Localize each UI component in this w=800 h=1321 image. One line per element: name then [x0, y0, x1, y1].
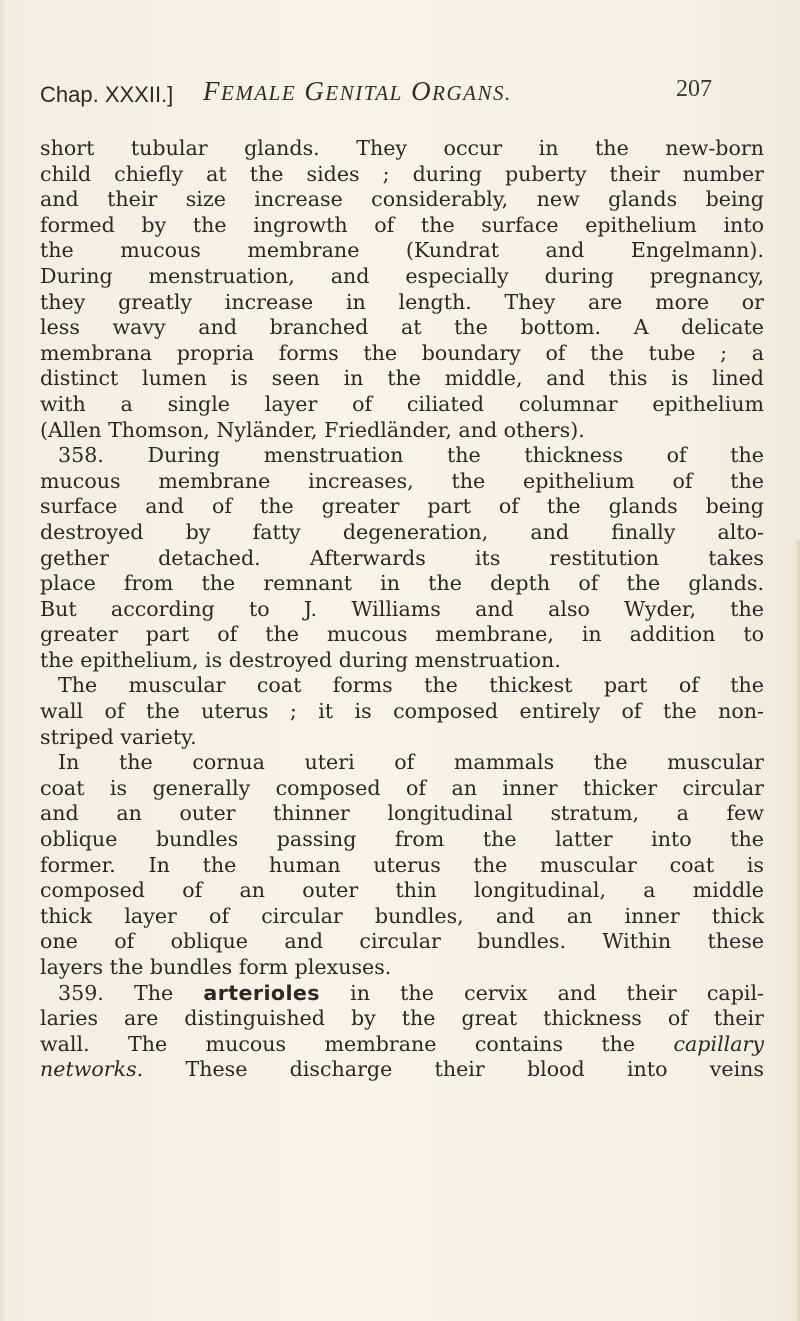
- text-line: child chiefly at the sides ; during puberty their number: [40, 161, 764, 186]
- text-line: During menstruation, and especially during pregnancy,: [40, 263, 764, 288]
- page-gutter-shadow: [0, 0, 6, 1321]
- bold-term: arterioles: [203, 980, 320, 1005]
- text-line: [40, 1057, 764, 1083]
- title-word: EMALE: [221, 81, 297, 105]
- title-initial: O: [411, 76, 433, 106]
- text-line: formed by the ingrowth of the surface epithelium into: [40, 212, 764, 237]
- text-line: and their size increase considerably, new glands being: [40, 187, 764, 212]
- text-line: one of oblique and circular bundles. Within these: [40, 929, 764, 954]
- text-line: wall of the uterus ; it is composed entirely of the non-: [40, 699, 764, 724]
- italic-term: capillary: [673, 1031, 764, 1056]
- text-line: and an outer thinner longitudinal stratum, a few: [40, 801, 764, 826]
- body-text: [40, 136, 764, 1083]
- text-fragment: These discharge their blood into veins: [185, 1057, 764, 1082]
- text-line: layers the bundles form plexuses.: [40, 955, 392, 979]
- text-line: gether detached. Afterwards its restitution takes: [40, 545, 764, 570]
- page-number: 207: [676, 76, 712, 102]
- text-line: distinct lumen is seen in the middle, and this is lined: [40, 366, 764, 391]
- running-header: [40, 76, 760, 116]
- text-line: place from the remnant in the depth of the glands.: [40, 571, 764, 596]
- text-line-paragraph-358: 358. During menstruation the thickness of the: [58, 443, 764, 468]
- running-title: [203, 76, 512, 107]
- text-fragment: wall. The mucous membrane contains the: [40, 1031, 636, 1056]
- text-line: surface and of the greater part of the glands being: [40, 494, 764, 519]
- text-line: mucous membrane increases, the epithelium of the: [40, 468, 764, 493]
- title-initial: F: [203, 76, 221, 106]
- text-line-paragraph-359: [40, 981, 764, 1007]
- title-word: ENITAL: [325, 81, 403, 105]
- text-line: (Allen Thomson, Nyländer, Friedländer, and others).: [40, 417, 585, 442]
- text-line: striped variety.: [40, 724, 197, 749]
- text-line: [40, 1032, 764, 1058]
- title-initial: G: [304, 76, 326, 106]
- text-line-paragraph: The muscular coat forms the thickest part of the: [58, 673, 764, 698]
- text-line: destroyed by fatty degeneration, and finally alto-: [40, 519, 764, 544]
- text-line: short tubular glands. They occur in the new-born: [40, 136, 764, 160]
- page-edge: [792, 540, 800, 1321]
- text-line: thick layer of circular bundles, and an inner thick: [40, 903, 764, 928]
- text-line: the epithelium, is destroyed during menstruation.: [40, 647, 561, 672]
- paragraph-number: 359. The: [58, 980, 174, 1005]
- text-line: membrana propria forms the boundary of the tube ; a: [40, 340, 764, 365]
- chapter-label: Chap. XXXII.]: [40, 82, 174, 107]
- text-line: composed of an outer thin longitudinal, a middle: [40, 878, 764, 903]
- title-word: RGANS.: [432, 81, 512, 105]
- text-line: with a single layer of ciliated columnar epithelium: [40, 391, 764, 416]
- text-line: the mucous membrane (Kundrat and Engelmann).: [40, 238, 764, 263]
- text-line: former. In the human uterus the muscular coat is: [40, 852, 764, 877]
- text-line: less wavy and branched at the bottom. A delicate: [40, 315, 764, 340]
- text-line: they greatly increase in length. They are more or: [40, 289, 764, 314]
- text-line: laries are distinguished by the great thickness of their: [40, 1006, 764, 1031]
- text-fragment: in the cervix and their capil-: [350, 980, 765, 1005]
- text-line: But according to J. Williams and also Wyder, the: [40, 596, 764, 621]
- text-line: oblique bundles passing from the latter into the: [40, 827, 764, 852]
- text-line: greater part of the mucous membrane, in addition to: [40, 622, 764, 647]
- text-line-paragraph: In the cornua uteri of mammals the muscular: [58, 750, 764, 775]
- italic-term: networks.: [40, 1057, 144, 1082]
- text-line: coat is generally composed of an inner thicker circular: [40, 775, 764, 800]
